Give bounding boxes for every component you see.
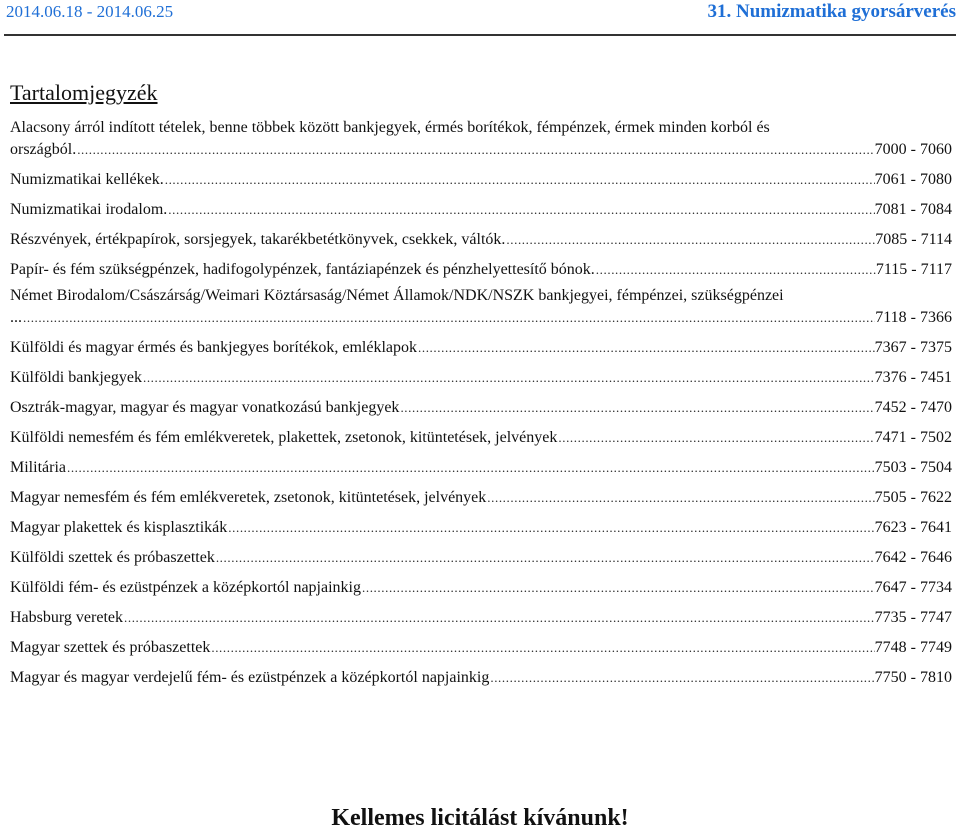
toc-entry xyxy=(10,577,952,599)
toc-entry-lot-range: 7367 - 7375 xyxy=(874,339,952,356)
toc-entry xyxy=(10,487,952,509)
toc-entry-line xyxy=(10,397,952,419)
toc-entry-label: Külföldi nemesfém és fém emlékveretek, plakettek, zsetonok, kitüntetések, jelvények xyxy=(10,429,558,446)
toc-entry xyxy=(10,667,952,689)
toc-entry xyxy=(10,199,952,221)
toc-entry-label: Részvények, értékpapírok, sorsjegyek, takarékbetétkönyvek, csekkek, váltók. xyxy=(10,231,506,248)
toc-entry xyxy=(10,607,952,629)
dot-leader xyxy=(490,667,874,689)
toc-entry xyxy=(10,337,952,359)
toc-entry xyxy=(10,427,952,449)
toc-entry-line xyxy=(10,259,952,281)
toc-entry-line xyxy=(10,229,952,251)
toc-entry xyxy=(10,457,952,479)
toc-entry-lot-range: 7647 - 7734 xyxy=(874,579,952,596)
toc-entry-line xyxy=(10,367,952,389)
toc-entry-line xyxy=(10,427,952,449)
toc-entry-line xyxy=(10,307,952,329)
dot-leader xyxy=(67,457,875,479)
toc-entry-label-first-line: Alacsony árról indított tételek, benne többek között bankjegyek, érmés borítékok, fémpénzek, érmek minden korból és xyxy=(10,119,770,136)
toc-entry-line xyxy=(10,199,952,221)
toc-entry-lot-range: 7748 - 7749 xyxy=(874,639,952,656)
auction-title: 31. Numizmatika gyorsárverés xyxy=(707,1,956,22)
toc-entry-lot-range: 7118 - 7366 xyxy=(875,309,952,326)
toc-entry-label: Osztrák-magyar, magyar és magyar vonatkozású bankjegyek xyxy=(10,399,400,416)
closing-greeting: Kellemes licitálást kívánunk! xyxy=(331,805,629,831)
toc-entry-label: Külföldi fém- és ezüstpénzek a középkortól napjainkig xyxy=(10,579,361,596)
dot-leader xyxy=(558,427,874,449)
header-divider xyxy=(4,34,956,36)
dot-leader xyxy=(418,337,875,359)
toc-entry-label: Magyar plakettek és kisplasztikák xyxy=(10,519,228,536)
dot-leader xyxy=(362,577,875,599)
toc-entry xyxy=(10,397,952,419)
page-header xyxy=(0,0,960,36)
dot-leader xyxy=(168,199,874,221)
dot-leader xyxy=(23,307,875,329)
toc-entry-lot-range: 7642 - 7646 xyxy=(874,549,952,566)
toc-entry xyxy=(10,285,952,329)
toc-entry-lot-range: 7376 - 7451 xyxy=(874,369,952,386)
dot-leader xyxy=(124,607,875,629)
dot-leader xyxy=(216,547,875,569)
toc-entry xyxy=(10,367,952,389)
toc-entry xyxy=(10,637,952,659)
dot-leader xyxy=(487,487,874,509)
toc-entry-line xyxy=(10,337,952,359)
toc-entry-line xyxy=(10,667,952,689)
toc-title: Tartalomjegyzék xyxy=(10,80,158,105)
toc-entry-lot-range: 7081 - 7084 xyxy=(874,201,952,218)
dot-leader xyxy=(77,139,874,161)
toc-entry xyxy=(10,169,952,191)
toc-entry-label-first-line: Német Birodalom/Császárság/Weimari Köztársaság/Német Államok/NDK/NSZK bankjegyei, fémpénzei, szükségpénzei xyxy=(10,287,784,304)
toc-entry xyxy=(10,517,952,539)
table-of-contents xyxy=(10,117,952,689)
dot-leader xyxy=(506,229,875,251)
toc-entry-label: Papír- és fém szükségpénzek, hadifogolypénzek, fantáziapénzek és pénzhelyettesítő bónok. xyxy=(10,261,595,278)
dot-leader xyxy=(400,397,874,419)
toc-entry-label: Numizmatikai kellékek. xyxy=(10,171,164,188)
toc-entry-line xyxy=(10,637,952,659)
dot-leader xyxy=(143,367,875,389)
toc-entry-label: Habsburg veretek xyxy=(10,609,123,626)
toc-entry-label: Külföldi szettek és próbaszettek xyxy=(10,549,215,566)
dot-leader xyxy=(596,259,876,281)
toc-entry-line xyxy=(10,577,952,599)
toc-entry-label: Magyar nemesfém és fém emlékveretek, zsetonok, kitüntetések, jelvények xyxy=(10,489,487,506)
dot-leader xyxy=(228,517,874,539)
toc-entry-label: Magyar szettek és próbaszettek xyxy=(10,639,211,656)
toc-entry-lot-range: 7503 - 7504 xyxy=(874,459,952,476)
toc-entry-lot-range: 7623 - 7641 xyxy=(874,519,952,536)
toc-entry-label: Külföldi és magyar érmés és bankjegyes borítékok, emléklapok xyxy=(10,339,417,356)
toc-entry-line xyxy=(10,457,952,479)
toc-entry-lot-range: 7115 - 7117 xyxy=(875,261,952,278)
toc-entry-line xyxy=(10,517,952,539)
toc-entry-lot-range: 7735 - 7747 xyxy=(874,609,952,626)
toc-entry-lot-range: 7505 - 7622 xyxy=(874,489,952,506)
dot-leader xyxy=(211,637,874,659)
toc-entry-lot-range: 7061 - 7080 xyxy=(874,171,952,188)
toc-entry-lot-range: 7000 - 7060 xyxy=(874,141,952,158)
toc-entry-lot-range: 7085 - 7114 xyxy=(875,231,952,248)
toc-entry-label: Külföldi bankjegyek xyxy=(10,369,142,386)
toc-entry-line xyxy=(10,487,952,509)
toc-entry-label: Numizmatikai irodalom. xyxy=(10,201,168,218)
toc-entry xyxy=(10,259,952,281)
toc-entry-label: országból. xyxy=(10,141,77,158)
toc-entry-label: Magyar és magyar verdejelű fém- és ezüstpénzek a középkortól napjainkig xyxy=(10,669,490,686)
dot-leader xyxy=(165,169,875,191)
toc-entry-lot-range: 7750 - 7810 xyxy=(874,669,952,686)
toc-entry-line xyxy=(10,607,952,629)
toc-entry-line xyxy=(10,169,952,191)
toc-entry-label: Militária xyxy=(10,459,66,476)
toc-entry-line xyxy=(10,547,952,569)
toc-entry xyxy=(10,547,952,569)
toc-entry-label: ... xyxy=(10,309,22,326)
toc-entry-lot-range: 7471 - 7502 xyxy=(874,429,952,446)
toc-entry-line xyxy=(10,139,952,161)
toc-entry xyxy=(10,117,952,161)
toc-entry xyxy=(10,229,952,251)
toc-entry-lot-range: 7452 - 7470 xyxy=(874,399,952,416)
auction-date-range: 2014.06.18 - 2014.06.25 xyxy=(6,2,174,21)
